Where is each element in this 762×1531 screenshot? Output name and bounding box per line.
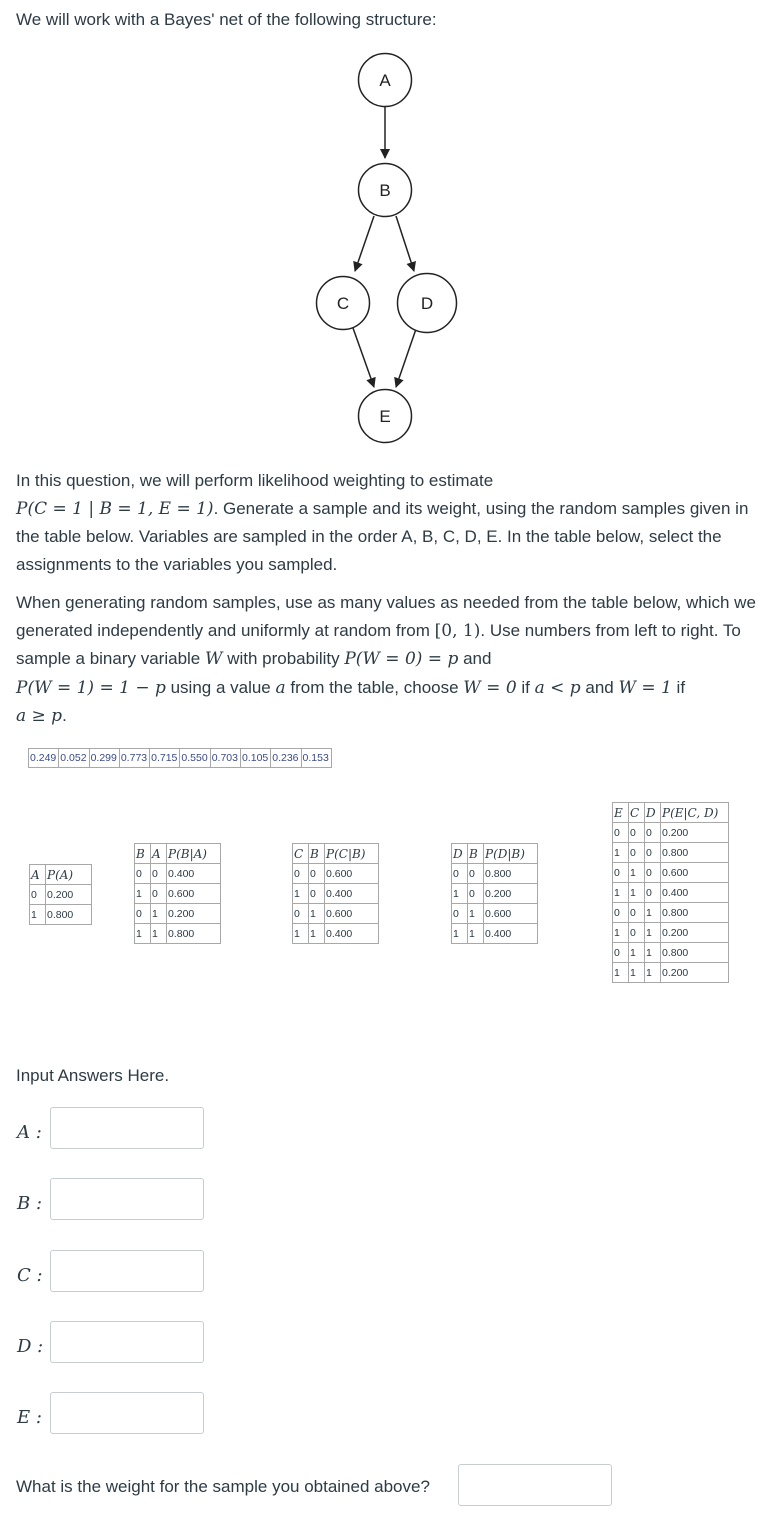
node-c	[317, 277, 370, 330]
table-cell: 0.200	[661, 963, 729, 983]
answer-input-e[interactable]	[50, 1392, 204, 1434]
rules-text-part: and	[458, 649, 492, 668]
node-d-label: D	[420, 294, 434, 313]
table-cell: 1	[645, 903, 661, 923]
table-cell: 0.600	[661, 863, 729, 883]
random-value: 0.052	[59, 749, 89, 768]
table-cell: 1	[135, 884, 151, 904]
table-header: B	[468, 844, 484, 864]
table-cell: 1	[151, 904, 167, 924]
table-cell: 0	[468, 864, 484, 884]
edge-d-e	[396, 329, 416, 387]
table-cell: 1	[293, 924, 309, 944]
math-var: W	[204, 649, 223, 669]
math-expression: a ≥ p	[16, 706, 63, 726]
table-cell: 0	[629, 843, 645, 863]
table-cell: 0.200	[661, 923, 729, 943]
rules-text-part: with probability	[222, 649, 345, 668]
node-a-label: A	[379, 71, 391, 90]
table-cell: 1	[613, 923, 629, 943]
weight-question: What is the weight for the sample you obtained above?	[16, 1477, 430, 1496]
random-value: 0.550	[180, 749, 210, 768]
answer-label-b: B :	[17, 1193, 43, 1214]
rules-text-part: if	[516, 677, 535, 697]
random-values-row	[29, 749, 332, 768]
cpt-table-c	[292, 843, 379, 944]
table-row	[293, 904, 379, 924]
table-cell: 0.600	[325, 864, 379, 884]
rules-text-part: using a value	[165, 677, 276, 697]
table-row	[613, 823, 729, 843]
sampling-rules-text	[16, 589, 758, 731]
random-value: 0.299	[89, 749, 119, 768]
table-cell: 0.800	[167, 924, 221, 944]
table-cell: 0	[645, 863, 661, 883]
table-cell: 0	[613, 863, 629, 883]
table-cell: 0	[645, 843, 661, 863]
table-cell: 1	[30, 905, 46, 925]
math-expression: P(W = 1) = 1 − p	[16, 677, 166, 698]
table-cell: 1	[613, 843, 629, 863]
table-cell: 0.200	[167, 904, 221, 924]
table-cell: 1	[613, 883, 629, 903]
table-cell: 0.200	[46, 885, 92, 905]
table-row	[293, 884, 379, 904]
random-value: 0.715	[150, 749, 180, 768]
table-header: P(C|B)	[325, 844, 379, 864]
table-row	[452, 864, 538, 884]
query-expression: P(C = 1 | B = 1, E = 1)	[16, 498, 214, 519]
rules-text-part: .	[62, 706, 67, 725]
table-cell: 0.800	[661, 903, 729, 923]
table-row	[135, 884, 221, 904]
math-expression: P(W = 0) = p	[344, 649, 459, 669]
node-a	[359, 54, 412, 107]
table-cell: 0	[613, 903, 629, 923]
math-expression: W = 0	[463, 677, 517, 698]
intro-text: We will work with a Bayes' net of the following structure:	[16, 10, 437, 29]
edge-b-c	[355, 216, 374, 271]
table-cell: 0.800	[46, 905, 92, 925]
table-row	[452, 884, 538, 904]
question-text-part: In this question, we will perform likelihood weighting to estimate	[16, 471, 494, 490]
table-cell: 0	[309, 864, 325, 884]
table-cell: 1	[629, 863, 645, 883]
table-row	[613, 963, 729, 983]
table-row	[135, 864, 221, 884]
table-cell: 1	[613, 963, 629, 983]
question-text-part: . Generate a sample and its weight, using the random samples given in the table below. Variables are sampled in the order A, B, C, D, E. In the table below, select the assignments to the variables you sampled.	[16, 498, 749, 574]
table-cell: 1	[645, 923, 661, 943]
table-cell: 0.400	[167, 864, 221, 884]
table-header: D	[645, 803, 661, 823]
table-cell: 0	[452, 864, 468, 884]
table-cell: 0	[452, 904, 468, 924]
table-cell: 0	[293, 904, 309, 924]
table-row	[613, 943, 729, 963]
table-cell: 0	[135, 904, 151, 924]
rules-text-part: from the table, choose	[285, 677, 464, 697]
random-values-table	[28, 748, 332, 768]
table-cell: 1	[135, 924, 151, 944]
answer-label-c: C :	[17, 1265, 43, 1286]
table-cell: 0.800	[661, 843, 729, 863]
table-cell: 0	[645, 823, 661, 843]
table-cell: 1	[151, 924, 167, 944]
table-cell: 0	[613, 823, 629, 843]
node-b	[359, 164, 412, 217]
table-cell: 0	[629, 903, 645, 923]
table-cell: 1	[452, 924, 468, 944]
table-cell: 1	[629, 963, 645, 983]
table-header: C	[293, 844, 309, 864]
table-header: C	[629, 803, 645, 823]
table-cell: 0	[645, 883, 661, 903]
table-cell: 1	[468, 924, 484, 944]
random-value: 0.703	[210, 749, 240, 768]
table-cell: 1	[468, 904, 484, 924]
table-row	[135, 904, 221, 924]
table-row	[452, 904, 538, 924]
table-header: B	[309, 844, 325, 864]
math-var: a	[275, 677, 286, 698]
table-cell: 0	[151, 884, 167, 904]
edge-c-e	[353, 328, 374, 387]
bayes-net-diagram	[0, 0, 762, 460]
table-cell: 0	[30, 885, 46, 905]
table-cell: 1	[629, 883, 645, 903]
table-header: A	[151, 844, 167, 864]
table-cell: 1	[452, 884, 468, 904]
table-cell: 0.400	[484, 924, 538, 944]
answer-label-e: E :	[17, 1407, 42, 1428]
table-row	[613, 883, 729, 903]
table-row	[452, 924, 538, 944]
table-cell: 0	[151, 864, 167, 884]
table-cell: 1	[629, 943, 645, 963]
table-cell: 0	[135, 864, 151, 884]
math-expression: a < p	[534, 677, 581, 698]
table-header: P(B|A)	[167, 844, 221, 864]
table-cell: 0.200	[484, 884, 538, 904]
question-text	[16, 467, 751, 578]
cpt-table-a	[29, 864, 92, 925]
interval-expression: [0, 1)	[434, 620, 481, 641]
table-cell: 0	[629, 923, 645, 943]
table-cell: 0.600	[325, 904, 379, 924]
table-cell: 0.800	[484, 864, 538, 884]
cpt-table-b	[134, 843, 221, 944]
table-cell: 0.200	[661, 823, 729, 843]
table-row	[613, 903, 729, 923]
table-row	[30, 885, 92, 905]
answer-label-d: D :	[17, 1336, 44, 1357]
table-cell: 0.800	[661, 943, 729, 963]
rules-text-part: When generating random samples, use as many values as needed from the table below, which we generated independently and uniformly at random from	[16, 593, 756, 640]
table-cell: 0	[468, 884, 484, 904]
table-row	[293, 864, 379, 884]
node-e-label: E	[379, 407, 391, 426]
rules-text-part: if	[671, 677, 686, 697]
random-value: 0.105	[240, 749, 270, 768]
table-header: A	[30, 865, 46, 885]
answer-input-c[interactable]	[50, 1250, 204, 1292]
table-cell: 1	[645, 943, 661, 963]
table-row	[30, 905, 92, 925]
rules-text-part: . Use numbers from left to right. To sample a binary variable	[16, 620, 741, 668]
node-e	[359, 390, 412, 443]
table-cell: 0.400	[661, 883, 729, 903]
answer-input-d[interactable]	[50, 1321, 204, 1363]
rules-text-part: and	[580, 677, 619, 697]
random-value: 0.249	[29, 749, 59, 768]
table-cell: 0	[309, 884, 325, 904]
random-value: 0.153	[301, 749, 331, 768]
node-d	[398, 274, 457, 333]
edge-b-d	[396, 216, 414, 271]
answer-input-b[interactable]	[50, 1178, 204, 1220]
node-b-label: B	[379, 181, 391, 200]
table-header: P(D|B)	[484, 844, 538, 864]
table-cell: 0.400	[325, 884, 379, 904]
table-cell: 1	[645, 963, 661, 983]
table-cell: 0	[613, 943, 629, 963]
table-header: B	[135, 844, 151, 864]
table-row	[613, 843, 729, 863]
table-cell: 0.600	[484, 904, 538, 924]
answers-title: Input Answers Here.	[16, 1066, 170, 1085]
table-header: D	[452, 844, 468, 864]
random-value: 0.236	[271, 749, 301, 768]
table-cell: 1	[309, 904, 325, 924]
cpt-table-d	[451, 843, 538, 944]
table-header: E	[613, 803, 629, 823]
cpt-table-e	[612, 802, 729, 983]
node-c-label: C	[336, 294, 350, 313]
table-cell: 0.600	[167, 884, 221, 904]
table-cell: 1	[309, 924, 325, 944]
math-expression: W = 1	[618, 677, 672, 698]
random-value: 0.773	[119, 749, 149, 768]
table-row	[293, 924, 379, 944]
table-header: P(A)	[46, 865, 92, 885]
table-row	[613, 863, 729, 883]
table-cell: 0.400	[325, 924, 379, 944]
table-cell: 0	[629, 823, 645, 843]
table-row	[135, 924, 221, 944]
table-header: P(E|C, D)	[661, 803, 729, 823]
table-row	[613, 923, 729, 943]
answer-label-a: A :	[17, 1122, 42, 1143]
table-cell: 1	[293, 884, 309, 904]
weight-input[interactable]	[458, 1464, 612, 1506]
table-cell: 0	[293, 864, 309, 884]
answer-input-a[interactable]	[50, 1107, 204, 1149]
